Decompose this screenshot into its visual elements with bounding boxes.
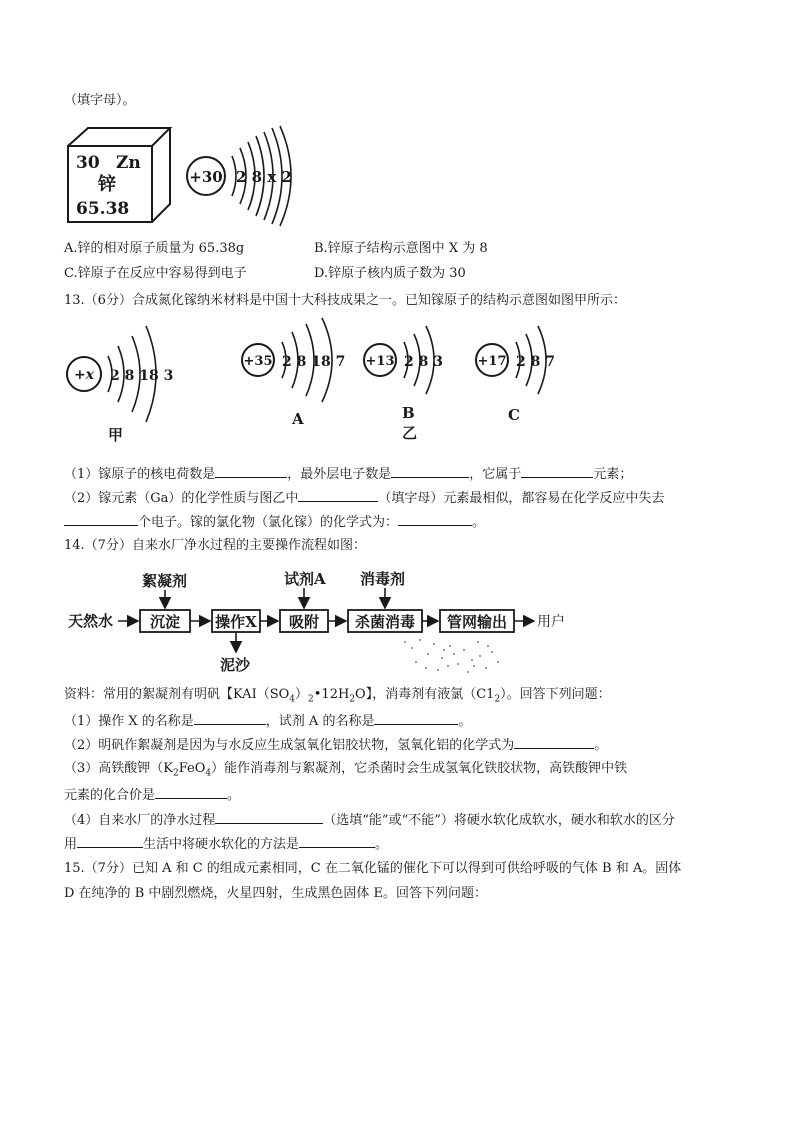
atom-c bbox=[476, 326, 555, 424]
flow-input-disinfectant: 消毒剂 bbox=[360, 570, 406, 588]
q14-part4-line2: 用 生活中将硬水软化的方法是 。 bbox=[64, 834, 388, 854]
flow-source-label: 天然水 bbox=[68, 612, 114, 630]
answer-blank[interactable] bbox=[77, 834, 143, 848]
q15-stem-line2: D 在纯净的 B 中剧烈燃烧，火星四射，生成黑色固体 E。回答下列问题： bbox=[64, 886, 487, 901]
group-yi-label: 乙 bbox=[402, 424, 418, 442]
zinc-atomic-number: 30 bbox=[76, 153, 100, 173]
flow-end-label: 用户 bbox=[537, 614, 565, 630]
answer-blank[interactable] bbox=[391, 464, 469, 478]
answer-blank[interactable] bbox=[398, 512, 472, 526]
svg-text:沉淀: 沉淀 bbox=[149, 613, 181, 631]
atom-c-charge: +17 bbox=[477, 354, 507, 369]
q14-part3-line1: （3）高铁酸钾$(K_2FeO_4)$能作消毒剂与絮凝剂，它杀菌时会生成氢氧化铁胶状物，高铁酸钾中铁 bbox=[64, 761, 628, 779]
atom-c-label: C bbox=[508, 406, 520, 424]
zinc-atom-diagram bbox=[187, 126, 292, 226]
answer-blank[interactable] bbox=[374, 711, 458, 725]
q12-option-a: A.锌的相对原子质量为 65.38g bbox=[64, 241, 245, 256]
atom-b-label: B bbox=[402, 404, 415, 422]
answer-blank[interactable] bbox=[155, 785, 227, 799]
atom-jia bbox=[67, 326, 173, 444]
q13-part2-line2: 个电子。镓的氯化物（氯化镓）的化学式为： 。 bbox=[64, 512, 485, 532]
atom-jia-shells: 2 8 18 3 bbox=[110, 368, 174, 384]
fill-letter-hint: （填字母）。 bbox=[64, 93, 136, 108]
atom-a bbox=[242, 318, 345, 428]
zinc-nucleus-charge: +30 bbox=[189, 168, 223, 186]
flow-output-sediment: 泥沙 bbox=[220, 656, 251, 674]
flow-input-flocculant: 絮凝剂 bbox=[142, 572, 188, 590]
answer-blank[interactable] bbox=[521, 464, 593, 478]
atom-b-charge: +13 bbox=[365, 354, 395, 369]
q12-option-c: C.锌原子在反应中容易得到电子 bbox=[64, 266, 247, 281]
q12-option-b: B.锌原子结构示意图中 X 为 8 bbox=[314, 241, 488, 256]
atom-b-shells: 2 8 3 bbox=[404, 354, 443, 370]
atom-a-shells: 2 8 18 7 bbox=[282, 354, 346, 370]
svg-text:管网输出: 管网输出 bbox=[446, 613, 508, 631]
atom-a-charge: +35 bbox=[243, 354, 273, 369]
atom-structure-diagrams bbox=[60, 314, 580, 450]
answer-blank[interactable] bbox=[194, 711, 266, 725]
scan-noise bbox=[404, 639, 499, 673]
q14-data-note: 资料：常用的絮凝剂有明矾【$KAI(SO_4)_2•12H_2O$】，消毒剂有液氯$(C1_2)$。回答下列问题： bbox=[64, 687, 611, 705]
zinc-figure bbox=[60, 118, 310, 228]
atom-c-shells: 2 8 7 bbox=[516, 354, 555, 370]
q13-stem: 13.（6分）合成氮化镓纳米材料是中国十大科技成果之一。已知镓原子的结构示意图如图甲所示： bbox=[64, 293, 626, 308]
atom-a-label: A bbox=[292, 410, 304, 428]
svg-text:吸附: 吸附 bbox=[288, 613, 320, 631]
answer-blank[interactable] bbox=[215, 810, 323, 824]
q13-part1: （1）镓原子的核电荷数是 ，最外层电子数是 ，它属于 元素； bbox=[64, 464, 632, 484]
q14-part4-line1: （4）自来水厂的净水过程 （选填“能”或“不能”）将硬水软化成软水，硬水和软水的区分 bbox=[64, 810, 675, 830]
water-treatment-flowchart bbox=[60, 564, 580, 684]
q13-part2-line1: （2）镓元素（Ga）的化学性质与图乙中 （填字母）元素最相似，都容易在化学反应中失去 bbox=[64, 488, 664, 508]
q14-stem: 14.（7分）自来水厂净水过程的主要操作流程如图： bbox=[64, 538, 366, 553]
zinc-shell-electrons: 2 8 x 2 bbox=[236, 168, 292, 186]
atom-jia-label: 甲 bbox=[108, 426, 124, 444]
q12-option-d: D.锌原子核内质子数为 30 bbox=[314, 266, 466, 281]
svg-text:杀菌消毒: 杀菌消毒 bbox=[354, 613, 416, 631]
flow-input-reagent-a: 试剂A bbox=[284, 570, 326, 588]
q14-part3-line2: 元素的化合价是 。 bbox=[64, 785, 240, 805]
answer-blank[interactable] bbox=[298, 488, 378, 502]
zinc-atomic-mass: 65.38 bbox=[76, 199, 130, 219]
answer-blank[interactable] bbox=[215, 464, 287, 478]
q15-stem-line1: 15.（7分）已知 A 和 C 的组成元素相同，C 在二氧化锰的催化下可以得到可供给呼吸的气体 B 和 A。固体 bbox=[64, 861, 682, 876]
q14-part1: （1）操作 X 的名称是 ，试剂 A 的名称是 。 bbox=[64, 711, 471, 731]
q14-part2: （2）明矾作絮凝剂是因为与水反应生成氢氧化铝胶状物，氢氧化铝的化学式为 。 bbox=[64, 735, 607, 755]
answer-blank[interactable] bbox=[64, 512, 138, 526]
zinc-symbol: Zn bbox=[116, 153, 141, 173]
atom-jia-charge: +x bbox=[73, 367, 95, 383]
answer-blank[interactable] bbox=[514, 735, 594, 749]
svg-text:操作X: 操作X bbox=[215, 613, 257, 631]
atom-b bbox=[364, 326, 443, 442]
zinc-name: 锌 bbox=[98, 174, 116, 195]
answer-blank[interactable] bbox=[299, 834, 375, 848]
